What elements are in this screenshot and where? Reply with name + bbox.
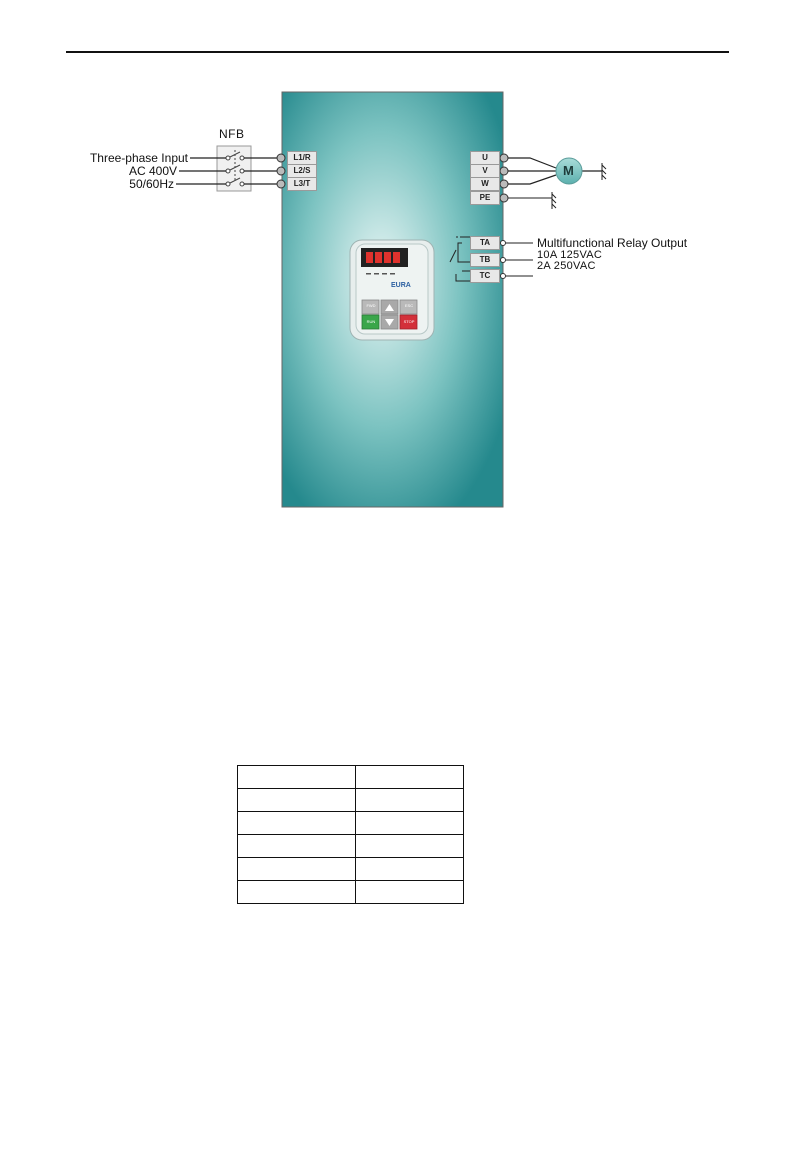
motor-ground-icon: [602, 163, 606, 180]
terminal-u: U: [470, 151, 500, 165]
table-cell: [238, 835, 356, 858]
keypad-key-esc[interactable]: ESC: [404, 303, 414, 308]
table-row: [238, 835, 464, 858]
input-label-phase: Three-phase Input: [89, 151, 188, 165]
breaker-label: NFB: [219, 127, 245, 141]
relay-label-rating-ac125: 10A 125VAC: [537, 249, 603, 261]
table-cell: [356, 881, 464, 904]
terminal-l2-s: L2/S: [287, 164, 317, 178]
terminal-v: V: [470, 164, 500, 178]
motor-wires: [508, 158, 602, 184]
wiring-diagram-graphic: [0, 0, 794, 520]
table-row: [238, 789, 464, 812]
terminal-ta: TA: [470, 236, 500, 250]
table-cell: [238, 858, 356, 881]
keypad-brand-logo: EURA: [391, 282, 411, 289]
spec-table: [237, 765, 464, 904]
terminal-w: W: [470, 177, 500, 191]
table-row: [238, 881, 464, 904]
table-row: [238, 812, 464, 835]
terminal-l3-t: L3/T: [287, 177, 317, 191]
table-cell: [356, 858, 464, 881]
input-label-frequency: 50/60Hz: [129, 177, 174, 191]
table-cell: [238, 789, 356, 812]
terminal-tc: TC: [470, 269, 500, 283]
keypad-key-fwd[interactable]: FWD: [366, 303, 376, 308]
table-cell: [356, 789, 464, 812]
relay-label-rating-ac250: 2A 250VAC: [537, 260, 596, 272]
terminal-pe: PE: [470, 191, 500, 205]
keypad-key-stop[interactable]: STOP: [403, 319, 415, 324]
keypad: [350, 240, 434, 340]
keypad-key-run[interactable]: RUN: [366, 319, 376, 324]
table-cell: [238, 881, 356, 904]
table-row: [238, 858, 464, 881]
table-cell: [238, 812, 356, 835]
table-cell: [356, 766, 464, 789]
terminal-l1-r: L1/R: [287, 151, 317, 165]
pe-ground-icon: [508, 192, 556, 209]
terminal-tb: TB: [470, 253, 500, 267]
table-cell: [356, 812, 464, 835]
table-cell: [238, 766, 356, 789]
table-cell: [356, 835, 464, 858]
input-label-voltage: AC 400V: [128, 164, 177, 178]
motor-label: M: [563, 163, 574, 178]
relay-label-title: Multifunctional Relay Output: [537, 236, 688, 250]
wiring-diagram: [0, 0, 794, 520]
input-screws: [277, 154, 285, 188]
table-row: [238, 766, 464, 789]
